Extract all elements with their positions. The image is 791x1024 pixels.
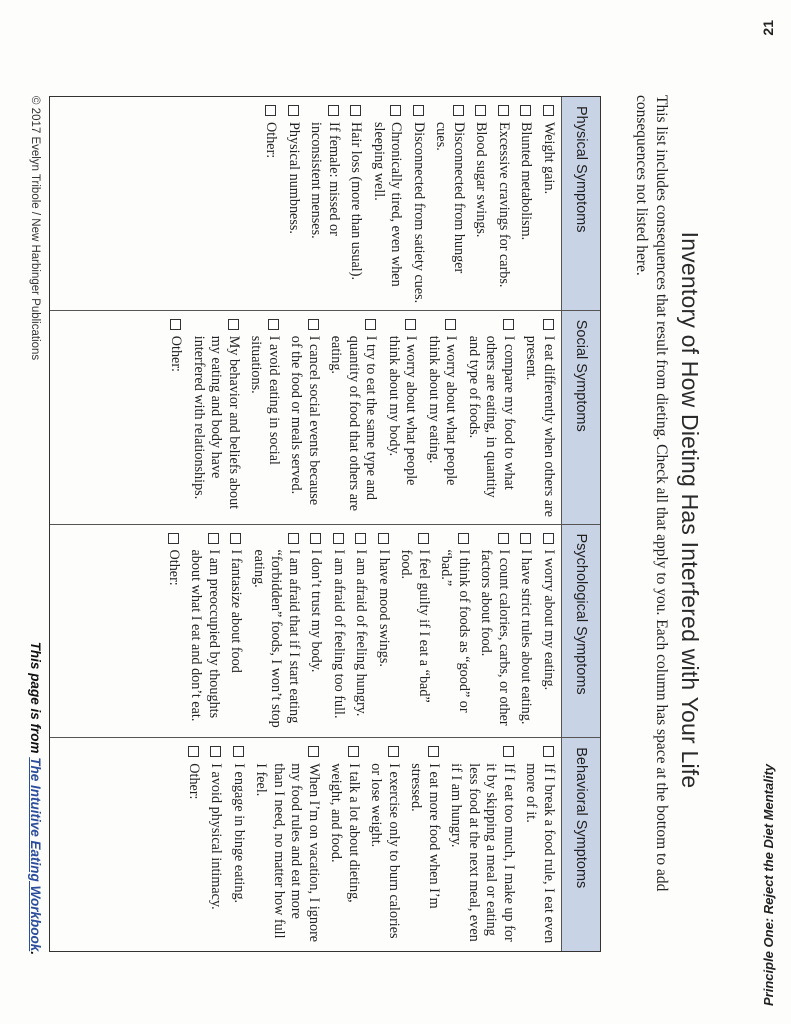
source-note-suffix: . xyxy=(28,951,43,955)
checkbox[interactable] xyxy=(543,105,554,116)
checklist-item xyxy=(437,533,472,732)
checklist-item-label: Chronically tired, even when sleeping well. xyxy=(371,122,405,287)
checkbox[interactable] xyxy=(453,105,464,116)
source-note-prefix: This page is from xyxy=(28,641,43,758)
checkbox[interactable] xyxy=(208,533,219,544)
source-book-link[interactable]: The Intuitive Eating Workbook xyxy=(28,757,43,952)
checklist-item xyxy=(447,746,517,945)
running-head-title: Principle One: Reject the Diet Mentality xyxy=(761,764,776,1006)
checklist-item-label: When I’m on vacation, I ignore my food rules and eat more than I need, no matter how full I feel. xyxy=(253,763,322,943)
checklist-item-label: I am afraid of feeling hungry. xyxy=(353,549,370,717)
column-psychological xyxy=(50,525,600,739)
page-title: Inventory of How Dieting Has Interfered with Your Life xyxy=(677,231,703,789)
checklist-item-label: Hair loss (more than usual). xyxy=(348,122,365,280)
checkbox[interactable] xyxy=(498,533,509,544)
column-physical xyxy=(50,97,600,311)
checklist-item xyxy=(352,533,370,732)
checkbox[interactable] xyxy=(268,319,279,330)
checkbox[interactable] xyxy=(543,746,554,757)
column-header-physical: Physical Symptoms xyxy=(561,97,600,310)
checkbox[interactable] xyxy=(351,105,362,116)
checklist-item-label: I avoid physical intimacy. xyxy=(208,763,225,910)
checkbox[interactable] xyxy=(288,533,299,544)
checklist-item xyxy=(477,533,512,732)
copyright-notice: © 2017 Evelyn Tribole / New Harbinger Publications xyxy=(29,96,41,361)
checklist-item xyxy=(540,533,558,732)
checkbox[interactable] xyxy=(211,746,222,757)
checklist-item xyxy=(410,105,428,304)
checklist-item xyxy=(432,105,467,304)
checklist-item-label: If female: missed or inconsistent menses. xyxy=(308,122,342,239)
checklist-item xyxy=(187,533,222,732)
checkbox[interactable] xyxy=(308,746,319,757)
checklist-item-label: Physical numbness. xyxy=(286,122,302,234)
column-header-psychological: Psychological Symptoms xyxy=(561,525,600,738)
checklist-item-label: Other: xyxy=(166,549,182,586)
checkbox[interactable] xyxy=(228,319,239,330)
checkbox[interactable] xyxy=(418,533,429,544)
checklist-item xyxy=(250,533,303,732)
checklist-item xyxy=(517,105,535,304)
checklist-item xyxy=(207,746,225,945)
checkbox[interactable] xyxy=(171,319,182,330)
checklist-item-label: I am preoccupied by thoughts about what I eat and don’t eat. xyxy=(188,549,222,722)
checklist-item xyxy=(230,746,248,945)
checklist-item xyxy=(425,319,460,518)
column-social xyxy=(50,311,600,525)
checklist-item-label: Disconnected from satiety cues. xyxy=(411,122,427,304)
checkbox[interactable] xyxy=(333,533,344,544)
checklist-item-label: If I eat too much, I make up for it by skipping a meal or eating less food at the next meal, even if I am hungry. xyxy=(448,763,517,942)
checklist-item xyxy=(327,319,380,518)
checkbox[interactable] xyxy=(328,105,339,116)
checklist-item xyxy=(370,105,405,304)
checklist-item xyxy=(327,746,362,945)
checklist-item xyxy=(307,533,325,732)
checklist-item xyxy=(367,746,402,945)
checkbox[interactable] xyxy=(388,746,399,757)
checklist-item-label: Blood sugar swings. xyxy=(473,122,490,238)
checklist-item-label: If I break a food rule, I eat even more of it. xyxy=(523,763,557,944)
checklist-item xyxy=(540,105,558,304)
checklist-item-label: I have strict rules about eating. xyxy=(518,549,535,725)
checkbox[interactable] xyxy=(413,105,424,116)
checklist-item-label: I compare my food to what others are eating, in quantity and type of foods. xyxy=(466,335,517,498)
checklist-item-label: I am afraid that if I start eating “forbidden” foods, I won’t stop eating. xyxy=(251,549,302,728)
checkbox[interactable] xyxy=(543,533,554,544)
checklist-item-label: My behavior and beliefs about my eating and body have interfered with relationships. xyxy=(191,335,242,510)
checkbox[interactable] xyxy=(356,533,367,544)
checklist-item-label: I worry about my eating. xyxy=(541,549,557,691)
running-head xyxy=(751,0,791,1024)
checklist-item xyxy=(190,319,243,518)
checklist-item-label: Excessive cravings for carbs. xyxy=(496,122,512,288)
checkbox[interactable] xyxy=(476,105,487,116)
checklist-item-label: I have mood swings. xyxy=(376,549,392,667)
checklist-item xyxy=(262,105,280,304)
checklist-item xyxy=(227,533,245,732)
column-header-social: Social Symptoms xyxy=(561,311,600,524)
checklist-item-label: I engage in binge eating. xyxy=(231,763,247,904)
checklist-item xyxy=(330,533,348,732)
checklist-item-label: I try to eat the same type and quantity of food that others are eating. xyxy=(328,335,380,512)
checklist-item xyxy=(407,746,442,945)
checklist-item xyxy=(397,533,432,732)
checkbox[interactable] xyxy=(308,319,319,330)
checklist-item xyxy=(247,319,282,518)
checklist-item-label: I talk a lot about dieting, weight, and food. xyxy=(328,763,362,903)
checkbox[interactable] xyxy=(446,319,457,330)
page-number: 21 xyxy=(760,20,776,36)
checklist-item xyxy=(165,533,183,732)
checklist-item-label: I count calories, carbs, or other factors about food. xyxy=(478,549,512,726)
checklist-item xyxy=(495,105,513,304)
column-body-behavioral xyxy=(180,738,562,951)
column-body-physical xyxy=(257,97,561,310)
checkbox[interactable] xyxy=(348,746,359,757)
checkbox[interactable] xyxy=(503,746,514,757)
checklist-item xyxy=(472,105,490,304)
checklist-item-label: I think of foods as “good” or “bad.” xyxy=(438,549,472,713)
checkbox[interactable] xyxy=(288,105,299,116)
checklist-item-label: Other: xyxy=(168,335,185,372)
checklist-item xyxy=(287,319,322,518)
checklist-item xyxy=(375,533,393,732)
checklist-item xyxy=(347,105,365,304)
checklist-item-label: Other: xyxy=(186,763,202,800)
checkbox[interactable] xyxy=(233,746,244,757)
checklist-item xyxy=(185,746,203,945)
checklist-item-label: Disconnected from hunger cues. xyxy=(433,122,467,274)
intro-paragraph: This list includes consequences that result from dieting. Check all that apply to you. Each column has space at the bottom to add consequences not listed here. xyxy=(633,95,670,892)
checklist-item xyxy=(522,746,557,945)
checkbox[interactable] xyxy=(366,319,377,330)
checklist-item xyxy=(517,533,535,732)
checkbox[interactable] xyxy=(378,533,389,544)
checkbox[interactable] xyxy=(311,533,322,544)
checkbox[interactable] xyxy=(266,105,277,116)
checkbox[interactable] xyxy=(391,105,402,116)
checklist-item-label: Blunted metabolism. xyxy=(518,122,535,241)
checkbox[interactable] xyxy=(498,105,509,116)
checkbox[interactable] xyxy=(543,319,554,330)
checklist-item-label: I am afraid of feeling too full. xyxy=(331,549,347,719)
column-body-social xyxy=(162,311,561,524)
checklist-item-label: I don’t trust my body. xyxy=(308,549,325,673)
checklist-item-label: I avoid eating in social situations. xyxy=(248,335,282,465)
checklist-item-label: Other: xyxy=(263,122,280,159)
checklist-item-label: I worry about what people think about my body. xyxy=(386,335,420,486)
column-body-psychological xyxy=(160,525,562,738)
column-header-behavioral: Behavioral Symptoms xyxy=(561,738,600,951)
checklist-item-label: I fantasize about food xyxy=(228,549,245,673)
checkbox[interactable] xyxy=(168,533,179,544)
checklist-item xyxy=(465,319,518,518)
checkbox[interactable] xyxy=(188,746,199,757)
source-note xyxy=(28,575,43,955)
checkbox[interactable] xyxy=(521,533,532,544)
checkbox[interactable] xyxy=(231,533,242,544)
checklist-item-label: Weight gain. xyxy=(541,122,557,195)
checkbox[interactable] xyxy=(521,105,532,116)
checklist-item-label: I exercise only to burn calories or lose weight. xyxy=(368,763,402,939)
checkbox[interactable] xyxy=(458,533,469,544)
checklist-item xyxy=(167,319,185,518)
checklist-item xyxy=(285,105,303,304)
checkbox[interactable] xyxy=(503,319,514,330)
checklist-item xyxy=(252,746,322,945)
checkbox[interactable] xyxy=(428,746,439,757)
symptom-checklist-table xyxy=(49,96,601,952)
checklist-item-label: I eat differently when others are present. xyxy=(523,335,557,518)
checklist-item xyxy=(307,105,342,304)
column-behavioral xyxy=(50,738,600,951)
checklist-item-label: I worry about what people think about my eating. xyxy=(426,335,460,486)
checklist-item-label: I cancel social events because of the food or meals served. xyxy=(288,335,322,506)
checklist-item xyxy=(385,319,420,518)
checklist-item-label: I feel guilty if I eat a “bad” food. xyxy=(398,549,432,703)
checklist-item xyxy=(522,319,557,518)
checkbox[interactable] xyxy=(406,319,417,330)
checklist-item-label: I eat more food when I’m stressed. xyxy=(408,763,442,909)
